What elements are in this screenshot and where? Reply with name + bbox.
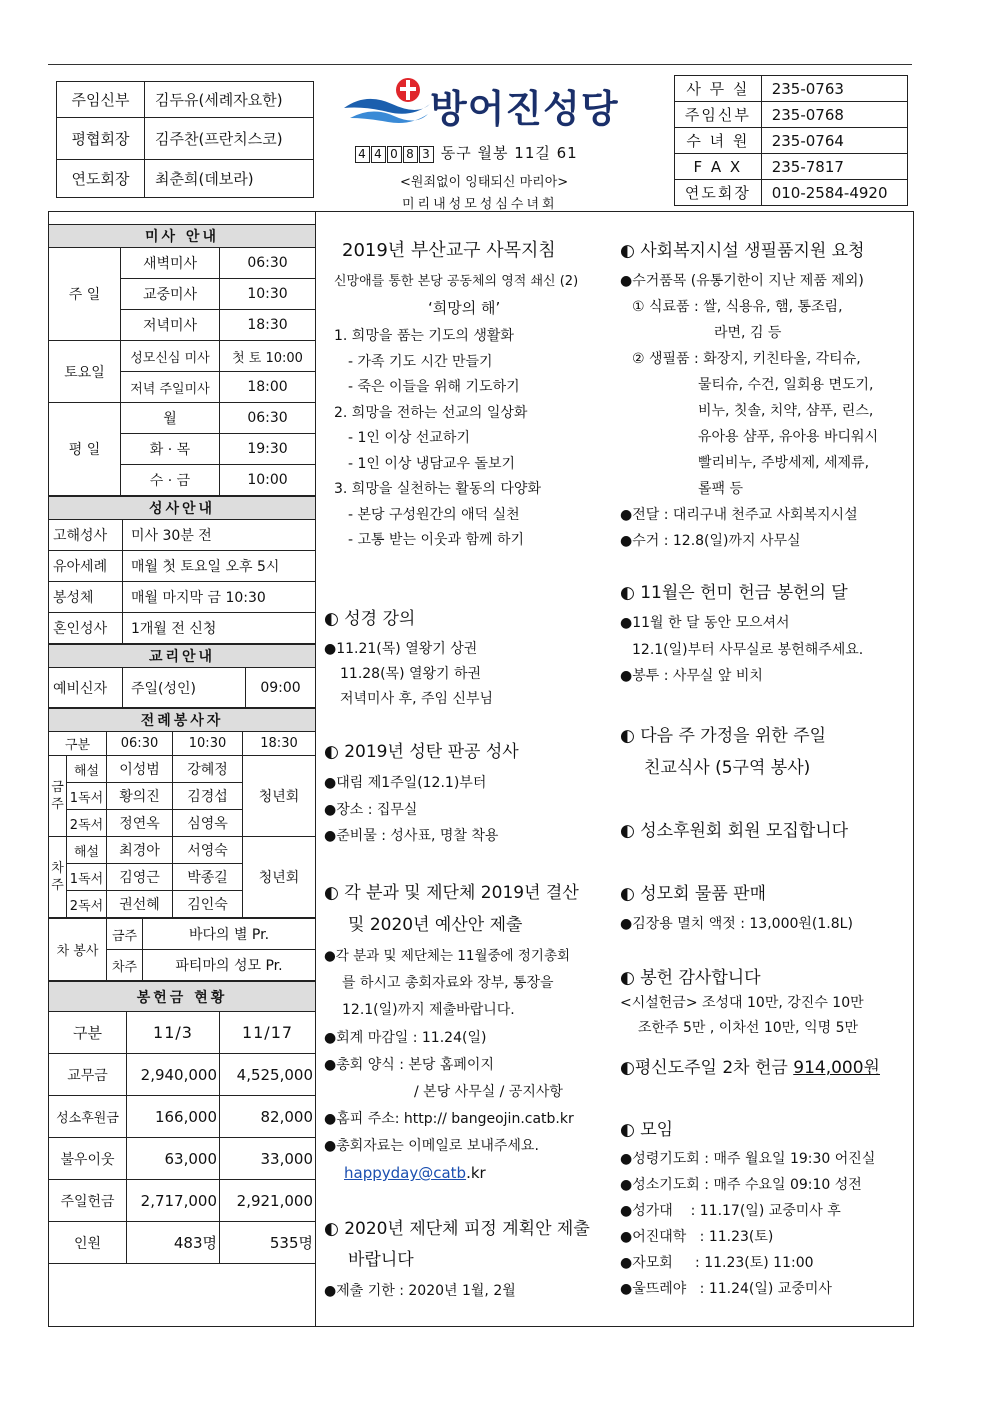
role: 1독서 xyxy=(67,864,107,891)
lay-sunday-label: ◐평신도주일 2차 헌금 xyxy=(620,1058,794,1078)
server: 김경섭 xyxy=(173,783,243,810)
phone: 010-2584-4920 xyxy=(761,180,907,206)
server: 권선혜 xyxy=(107,891,173,918)
count: 535명 xyxy=(220,1222,316,1264)
section-title: 교리안내 xyxy=(49,645,316,668)
amount: 4,525,000 xyxy=(220,1054,316,1096)
postcode-digit: 4 xyxy=(371,146,386,163)
amount: 82,000 xyxy=(220,1096,316,1138)
list-item: ●각 분과 및 제단체는 11월중에 정기총회 xyxy=(324,948,571,964)
label: 예비신자 xyxy=(49,668,123,708)
value: 최춘희(데보라) xyxy=(145,160,314,198)
col-head: 18:30 xyxy=(243,732,316,756)
label: F A X xyxy=(675,154,762,180)
label: 수 녀 원 xyxy=(675,128,762,154)
mass-name: 저녁 주일미사 xyxy=(121,372,220,403)
col-head: 11/3 xyxy=(127,1012,220,1054)
value: 김주찬(프란치스코) xyxy=(145,118,314,160)
mass-name: 새벽미사 xyxy=(121,248,220,279)
pastoral-year: ‘희망의 해’ xyxy=(428,299,501,317)
label: 평협회장 xyxy=(57,118,145,160)
list-item: ●홈피 주소: http:// bangeojin.catb.kr xyxy=(324,1111,574,1127)
parish-title: 방어진성당 xyxy=(430,87,619,131)
label: 연도회장 xyxy=(675,180,762,206)
email-address[interactable] xyxy=(344,1160,486,1186)
phone: 235-0764 xyxy=(761,128,907,154)
right-column xyxy=(618,0,910,1320)
section-heading: 바랍니다 xyxy=(348,1250,414,1270)
phone: 235-7817 xyxy=(761,154,907,180)
row-label: 인원 xyxy=(49,1222,127,1264)
amount: 166,000 xyxy=(127,1096,220,1138)
mass-table xyxy=(48,224,316,496)
list-item: - 1인 이상 냉담교우 돌보기 xyxy=(348,456,515,472)
list-item: ●장소 : 집무실 xyxy=(324,802,418,818)
label: 주임신부 xyxy=(675,102,762,128)
clergy-table xyxy=(56,81,314,198)
mass-time: 18:00 xyxy=(220,372,316,403)
server: 이성범 xyxy=(107,756,173,783)
list-item: ●11월 한 달 동안 모으셔서 xyxy=(620,615,790,631)
label: 혼인성사 xyxy=(49,613,123,644)
list-item: 저녁미사 후, 주임 신부님 xyxy=(340,691,494,707)
mass-time: 06:30 xyxy=(220,403,316,434)
list-item: 3. 희망을 실천하는 활동의 다양화 xyxy=(334,481,541,497)
phone: 235-0763 xyxy=(761,76,907,102)
role: 1독서 xyxy=(67,783,107,810)
list-item: ●전달 : 대리구내 천주교 사회복지시설 xyxy=(620,507,858,523)
pastoral-title: 2019년 부산교구 사목지침 xyxy=(342,240,556,261)
postcode-digit: 8 xyxy=(403,146,418,163)
list-item: 2. 희망을 전하는 선교의 일상화 xyxy=(334,405,528,421)
value: 김두유(세례자요한) xyxy=(145,82,314,118)
email-tail: .kr xyxy=(466,1164,486,1182)
col-head: 11/17 xyxy=(220,1012,316,1054)
list-item: 를 하시고 총회자료와 장부, 통장을 xyxy=(342,975,554,991)
list-item: ●울뜨레야 : 11.24(일) 교중미사 xyxy=(620,1281,832,1297)
phone: 235-0768 xyxy=(761,102,907,128)
col-head: 구분 xyxy=(49,1012,127,1054)
mass-name: 저녁미사 xyxy=(121,310,220,341)
amount: 2,921,000 xyxy=(220,1180,316,1222)
list-item: - 1인 이상 선교하기 xyxy=(348,430,470,446)
mass-time: 18:30 xyxy=(220,310,316,341)
section-title: 전례봉사자 xyxy=(49,709,316,732)
lay-sunday-amount: 914,000원 xyxy=(793,1058,880,1078)
motto: <원죄없이 잉태되신 마리아> xyxy=(400,175,569,190)
list-item: 12.1(일)부터 사무실로 봉헌해주세요. xyxy=(632,642,864,658)
section-heading: ◐ 11월은 헌미 헌금 봉헌의 달 xyxy=(620,583,848,603)
mass-name: 교중미사 xyxy=(121,279,220,310)
server: 청년회 xyxy=(243,837,316,918)
list-item: 롤팩 등 xyxy=(698,481,744,497)
list-item: / 본당 사무실 / 공지사항 xyxy=(414,1084,563,1100)
street-address: 동구 월봉 11길 61 xyxy=(440,144,578,162)
list-item: ●자모회 : 11.23(토) 11:00 xyxy=(620,1255,814,1271)
section-heading: ◐ 다음 주 가정을 위한 주일 xyxy=(620,726,827,746)
label: 유아세례 xyxy=(49,551,123,582)
postcode-digit: 3 xyxy=(419,146,434,163)
list-item: 조한주 5만 , 이차선 10만, 익명 5만 xyxy=(638,1020,858,1036)
list-item: ●제출 기한 : 2020년 1월, 2월 xyxy=(324,1283,516,1299)
list-item: ② 생필품 : 화장지, 키친타올, 각티슈, xyxy=(632,351,861,367)
label: 차 봉사 xyxy=(49,919,107,981)
group-label: 토요일 xyxy=(49,341,121,403)
car-service-table xyxy=(48,918,316,981)
mass-name: 월 xyxy=(121,403,220,434)
value: 1개월 전 신청 xyxy=(123,613,316,644)
list-item: <시설헌금> 조성대 10만, 강진수 10만 xyxy=(620,995,864,1011)
list-item: ●어진대학 : 11.23(토) xyxy=(620,1229,774,1245)
list-item: ●성가대 : 11.17(일) 교중미사 후 xyxy=(620,1203,841,1219)
label: 주임신부 xyxy=(57,82,145,118)
pastoral-subtitle: 신망애를 통한 본당 공동체의 영적 쇄신 (2) xyxy=(334,274,579,289)
section-title: 성사안내 xyxy=(49,497,316,520)
middle-column xyxy=(322,0,612,1320)
count: 483명 xyxy=(127,1222,220,1264)
server: 김인숙 xyxy=(173,891,243,918)
value: 매월 마지막 금 10:30 xyxy=(123,582,316,613)
list-item: 비누, 칫솔, 치약, 샴푸, 린스, xyxy=(698,403,874,419)
section-heading: ◐ 성소후원회 회원 모집합니다 xyxy=(620,821,849,841)
server: 황의진 xyxy=(107,783,173,810)
mass-name: 수 · 금 xyxy=(121,465,220,496)
list-item: ●수거 : 12.8(일)까지 사무실 xyxy=(620,533,801,549)
row-label: 성소후원금 xyxy=(49,1096,127,1138)
doctrine-table xyxy=(48,644,316,708)
offering-table xyxy=(48,981,316,1264)
praesidium: 바다의 별 Pr. xyxy=(143,919,316,950)
mass-time: 첫 토 10:00 xyxy=(220,341,316,372)
list-item: ●11.21(목) 열왕기 상권 xyxy=(324,641,478,657)
server: 김영근 xyxy=(107,864,173,891)
praesidium: 파티마의 성모 Pr. xyxy=(143,950,316,981)
group-label: 평 일 xyxy=(49,403,121,496)
postcode-digit: 4 xyxy=(355,146,370,163)
list-item: ●김장용 멸치 액젓 : 13,000원(1.8L) xyxy=(620,916,853,932)
section-heading: ◐ 각 분과 및 제단체 2019년 결산 xyxy=(324,883,579,903)
col-head: 구분 xyxy=(49,732,107,756)
row-label: 교무금 xyxy=(49,1054,127,1096)
server: 청년회 xyxy=(243,756,316,837)
server: 심영옥 xyxy=(173,810,243,837)
server: 강혜정 xyxy=(173,756,243,783)
lay-sunday-heading xyxy=(620,1055,880,1081)
list-item: 물티슈, 수건, 일회용 면도기, xyxy=(698,377,874,393)
week-label: 차주 xyxy=(107,950,143,981)
list-item: ●총회자료는 이메일로 보내주세요. xyxy=(324,1138,539,1154)
section-heading: ◐ 성경 강의 xyxy=(324,609,416,629)
list-item: 유아용 샴푸, 유아용 바디워시 xyxy=(698,429,879,445)
mass-time: 10:00 xyxy=(220,465,316,496)
section-heading: ◐ 성모회 물품 판매 xyxy=(620,884,766,904)
label: 연도회장 xyxy=(57,160,145,198)
list-item: ●준비물 : 성사표, 명찰 착용 xyxy=(324,828,499,844)
list-item: - 고통 받는 이웃과 함께 하기 xyxy=(348,532,525,548)
servers-table xyxy=(48,708,316,918)
section-heading: ◐ 모임 xyxy=(620,1120,674,1140)
label: 봉성체 xyxy=(49,582,123,613)
list-item: 빨리비누, 주방세제, 세제류, xyxy=(698,455,870,471)
server: 박종길 xyxy=(173,864,243,891)
section-title: 봉헌금 현황 xyxy=(49,982,316,1012)
week-label: 금주 xyxy=(49,756,67,837)
role: 2독서 xyxy=(67,891,107,918)
amount: 2,940,000 xyxy=(127,1054,220,1096)
server: 정연옥 xyxy=(107,810,173,837)
mass-time: 10:30 xyxy=(220,279,316,310)
section-heading: ◐ 2019년 성탄 판공 성사 xyxy=(324,742,519,762)
list-item: ●회계 마감일 : 11.24(일) xyxy=(324,1030,487,1046)
section-heading: ◐ 사회복지시설 생필품지원 요청 xyxy=(620,241,865,261)
list-item: ●수거품목 (유통기한이 지난 제품 제외) xyxy=(620,273,864,289)
amount: 2,717,000 xyxy=(127,1180,220,1222)
section-heading: 및 2020년 예산안 제출 xyxy=(348,915,523,935)
list-item: ●총회 양식 : 본당 홈페이지 xyxy=(324,1057,494,1073)
value: 매월 첫 토요일 오후 5시 xyxy=(123,551,316,582)
list-item: ●봉투 : 사무실 앞 비치 xyxy=(620,668,763,684)
amount: 63,000 xyxy=(127,1138,220,1180)
value: 주일(성인) xyxy=(123,668,246,708)
role: 해설 xyxy=(67,756,107,783)
mass-time: 06:30 xyxy=(220,248,316,279)
value: 미사 30분 전 xyxy=(123,520,316,551)
list-item: - 가족 기도 시간 만들기 xyxy=(348,354,493,370)
email-link[interactable]: happyday@catb xyxy=(344,1164,467,1182)
week-label: 차주 xyxy=(49,837,67,918)
sidebar xyxy=(48,224,316,1264)
list-item: 11.28(목) 열왕기 하권 xyxy=(340,666,482,682)
list-item: - 죽은 이들을 위해 기도하기 xyxy=(348,379,520,395)
list-item: - 본당 구성원간의 애덕 실천 xyxy=(348,507,520,523)
section-heading: ◐ 봉헌 감사합니다 xyxy=(620,968,761,988)
group-label: 주 일 xyxy=(49,248,121,341)
sacrament-table xyxy=(48,496,316,644)
time: 09:00 xyxy=(246,668,316,708)
label: 사 무 실 xyxy=(675,76,762,102)
row-label: 주일헌금 xyxy=(49,1180,127,1222)
role: 2독서 xyxy=(67,810,107,837)
list-item: ① 식료품 : 쌀, 식용유, 햄, 통조림, xyxy=(632,299,843,315)
postcode-digit: 0 xyxy=(387,146,402,163)
mass-name: 성모신심 미사 xyxy=(121,341,220,372)
amount: 33,000 xyxy=(220,1138,316,1180)
server: 최경아 xyxy=(107,837,173,864)
label: 고해성사 xyxy=(49,520,123,551)
list-item: ●대림 제1주일(12.1)부터 xyxy=(324,775,487,791)
server: 서영숙 xyxy=(173,837,243,864)
list-item: 12.1(일)까지 제출바랍니다. xyxy=(342,1002,515,1018)
section-title: 미사 안내 xyxy=(49,225,316,248)
col-head: 10:30 xyxy=(173,732,243,756)
convent-name: 미리내성모성심수녀회 xyxy=(402,197,558,212)
section-heading: 친교식사 (5구역 봉사) xyxy=(644,758,811,778)
list-item: ●성령기도회 : 매주 월요일 19:30 어진실 xyxy=(620,1151,876,1167)
list-item: 1. 희망을 품는 기도의 생활화 xyxy=(334,328,514,344)
section-heading: ◐ 2020년 제단체 피정 계획안 제출 xyxy=(324,1219,590,1239)
list-item: ●성소기도회 : 매주 수요일 09:10 성전 xyxy=(620,1177,862,1193)
col-head: 06:30 xyxy=(107,732,173,756)
row-label: 불우이웃 xyxy=(49,1138,127,1180)
mass-name: 화 · 목 xyxy=(121,434,220,465)
mass-time: 19:30 xyxy=(220,434,316,465)
role: 해설 xyxy=(67,837,107,864)
week-label: 금주 xyxy=(107,919,143,950)
list-item: 라면, 김 등 xyxy=(714,325,782,341)
